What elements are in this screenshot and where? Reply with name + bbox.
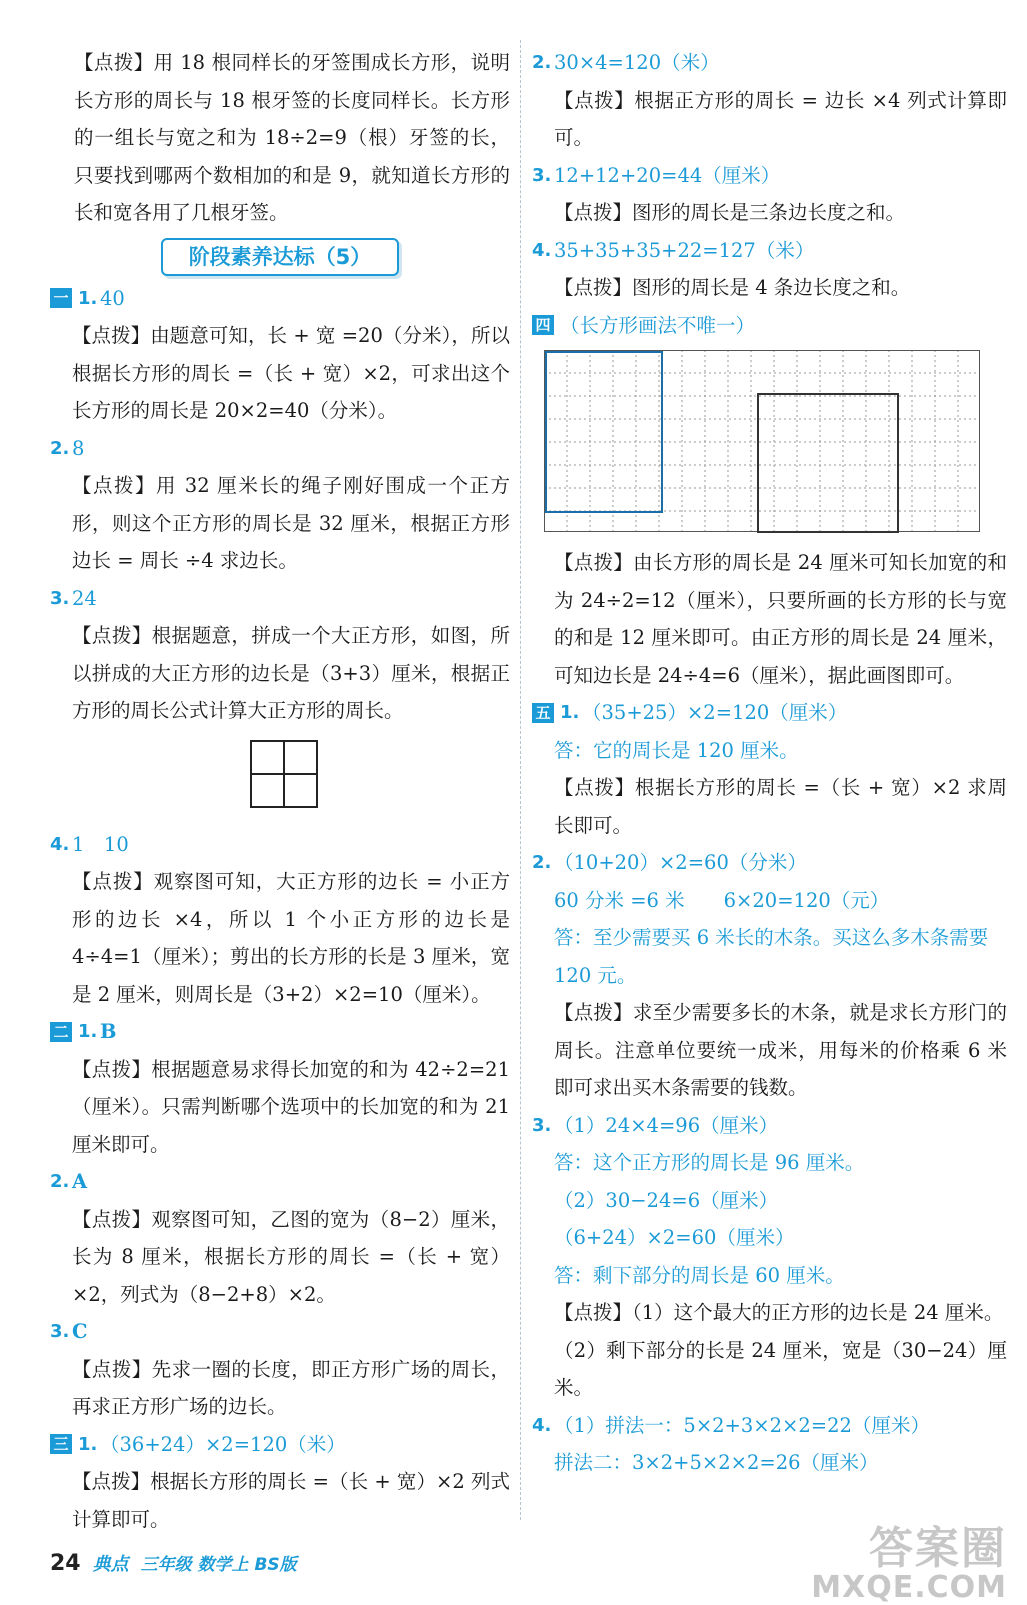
page-number: 24 xyxy=(50,1551,81,1576)
answer-value: 8 xyxy=(72,436,85,460)
watermark xyxy=(811,1512,1007,1605)
hint-text: 【点拨】观察图可知，大正方形的边长 = 小正方形的边长 ×4，所以 1 个小正方形的边长是 4÷4=1（厘米）；剪出的长方形的长是 3 厘米，宽是 2 厘米，则周长是（3+2）×2=10（厘米）。 xyxy=(72,870,510,1006)
question-number: 1. xyxy=(560,702,580,723)
section-mark-3: 三 xyxy=(50,1434,72,1454)
section-4-heading xyxy=(532,307,1007,345)
question-1-4 xyxy=(50,826,510,864)
hint-text: 【点拨】根据长方形的周长 =（长 + 宽）×2 列式计算即可。 xyxy=(72,1470,510,1531)
question-number: 4. xyxy=(532,239,552,261)
answer-value: （10+20）×2=60（分米） xyxy=(554,851,807,874)
brand-logo: 典点 xyxy=(92,1554,129,1575)
question-3-4 xyxy=(532,232,1007,270)
four-squares-figure xyxy=(250,740,318,808)
section-mark-5: 五 xyxy=(532,703,554,723)
question-1-1 xyxy=(50,280,510,318)
hint-text: 【点拨】（1）这个最大的正方形的边长是 24 厘米。 xyxy=(554,1301,1004,1324)
question-2-1 xyxy=(50,1013,510,1051)
left-column xyxy=(50,44,510,1538)
answer-statement: 答：这个正方形的周长是 96 厘米。 xyxy=(554,1151,865,1174)
answer-value: 30×4=120（米） xyxy=(554,51,720,74)
answer-value: 12+12+20=44（厘米） xyxy=(554,163,781,187)
question-1-2 xyxy=(50,430,510,468)
answer-value: B xyxy=(100,1020,117,1043)
hint-text: 【点拨】根据长方形的周长 =（长 + 宽）×2 求周长即可。 xyxy=(554,776,1007,837)
hint-text: 【点拨】求至少需要多长的木条，就是求长方形门的周长。注意单位要统一成米，用每米的价格乘 6 米即可求出买木条需要的钱数。 xyxy=(554,1001,1007,1099)
stage-title: 阶段素养达标（5） xyxy=(161,238,400,276)
stage-title-wrap xyxy=(50,238,510,276)
answer-value: 1 10 xyxy=(72,832,129,856)
question-3-2 xyxy=(532,44,1007,82)
answer-value: 24 xyxy=(72,586,97,610)
question-number: 2. xyxy=(532,52,552,73)
book-subtitle: 三年级 数学上 BS版 xyxy=(140,1555,297,1575)
drawing-grid xyxy=(544,350,1007,538)
section-mark-2: 二 xyxy=(50,1022,72,1042)
calc-line: 拼法二：3×2+5×2×2=26（厘米） xyxy=(554,1451,879,1474)
question-number: 3. xyxy=(50,587,70,609)
hint-text: 【点拨】观察图可知，乙图的宽为（8−2）厘米，长为 8 厘米，根据长方形的周长 =（长 + 宽）×2，列式为（8−2+8）×2。 xyxy=(72,1207,510,1306)
answer-statement: 答：它的周长是 120 厘米。 xyxy=(554,738,799,762)
question-number: 3. xyxy=(532,164,552,186)
section-4-note: （长方形画法不唯一） xyxy=(560,313,756,337)
answer-value: （36+24）×2=120（米） xyxy=(100,1432,346,1456)
calc-line: （2）30−24=6（厘米） xyxy=(554,1188,779,1212)
question-number: 2. xyxy=(50,1171,70,1192)
question-1-3 xyxy=(50,580,510,618)
column-divider xyxy=(520,40,521,1520)
grid-border xyxy=(545,351,980,532)
question-5-3 xyxy=(532,1107,1007,1145)
answer-value: 40 xyxy=(100,286,125,310)
hint-text: 【点拨】先求一圈的长度，即正方形广场的周长，再求正方形广场的边长。 xyxy=(72,1357,510,1418)
answer-value: C xyxy=(72,1320,88,1343)
hint-text: 【点拨】用 32 厘米长的绳子刚好围成一个正方形，则这个正方形的周长是 32 厘米，根据正方形边长 = 周长 ÷4 求边长。 xyxy=(72,474,510,572)
question-number: 1. xyxy=(78,287,98,309)
question-3-3 xyxy=(532,157,1007,195)
answer-statement: 答：至少需要买 6 米长的木条。买这么多木条需要 120 元。 xyxy=(554,926,989,987)
watermark-line-1: 答案圈 xyxy=(869,1523,1007,1574)
question-number: 4. xyxy=(532,1414,552,1436)
question-5-2 xyxy=(532,844,1007,882)
answer-value: A xyxy=(72,1170,88,1193)
hint-text: 【点拨】根据题意，拼成一个大正方形，如图，所以拼成的大正方形的边长是（3+3）厘米，根据正方形的周长公式计算大正方形的周长。 xyxy=(72,624,510,722)
hint-text: 【点拨】由长方形的周长是 24 厘米可知长加宽的和为 24÷2=12（厘米），只要所画的长方形的长与宽的和是 12 厘米即可。由正方形的周长是 24 厘米，可知边长是 24÷4=6（厘米），据此画图即可。 xyxy=(554,551,1007,687)
answer-value: （35+25）×2=120（厘米） xyxy=(582,701,848,724)
intro-hint: 【点拨】用 18 根同样长的牙签围成长方形，说明长方形的周长与 18 根牙签的长度同样长。长方形的一组长与宽之和为 18÷2=9（根）牙签的长，只要找到哪两个数相加的和是 9，就知道长方形的长和宽各用了几根牙签。 xyxy=(74,51,510,224)
grid-figure xyxy=(544,350,980,534)
watermark-line-2: MXQE.COM xyxy=(811,1570,1007,1605)
figure-vertical-line xyxy=(283,742,285,806)
question-number: 2. xyxy=(532,852,552,873)
question-number: 2. xyxy=(50,437,70,459)
question-5-4 xyxy=(532,1407,1007,1445)
calc-line: （6+24）×2=60（厘米） xyxy=(554,1226,795,1249)
question-number: 3. xyxy=(50,1321,70,1342)
question-number: 4. xyxy=(50,833,70,855)
hint-text: 【点拨】由题意可知，长 + 宽 =20（分米），所以根据长方形的周长 =（长 + 宽）×2，可求出这个长方形的周长是 20×2=40（分米）。 xyxy=(72,324,510,422)
question-3-1 xyxy=(50,1426,510,1464)
page-footer xyxy=(50,1550,297,1576)
answer-value: （1）24×4=96（厘米） xyxy=(554,1113,779,1137)
hint-text: 【点拨】图形的周长是三条边长度之和。 xyxy=(554,201,906,224)
section-mark-1: 一 xyxy=(50,288,72,308)
answer-statement: 答：剩下部分的周长是 60 厘米。 xyxy=(554,1263,845,1287)
hint-text: （2）剩下部分的长是 24 厘米，宽是（30−24）厘米。 xyxy=(554,1338,1007,1399)
answer-value: 35+35+35+22=127（米） xyxy=(554,238,815,262)
hint-text: 【点拨】根据正方形的周长 = 边长 ×4 列式计算即可。 xyxy=(554,88,1007,149)
hint-text: 【点拨】图形的周长是 4 条边长度之和。 xyxy=(554,276,911,299)
right-column xyxy=(532,44,1007,1482)
question-number: 3. xyxy=(532,1114,552,1136)
question-2-3 xyxy=(50,1313,510,1351)
question-number: 1. xyxy=(78,1021,98,1042)
question-5-1 xyxy=(532,694,1007,732)
answer-value: （1）拼法一：5×2+3×2×2=22（厘米） xyxy=(554,1413,930,1437)
question-2-2 xyxy=(50,1163,510,1201)
calc-line: 60 分米 =6 米 6×20=120（元） xyxy=(554,888,890,912)
section-mark-4: 四 xyxy=(532,315,554,335)
hint-text: 【点拨】根据题意易求得长加宽的和为 42÷2=21（厘米）。只需判断哪个选项中的长加宽的和为 21 厘米即可。 xyxy=(72,1057,510,1156)
question-number: 1. xyxy=(78,1433,98,1455)
